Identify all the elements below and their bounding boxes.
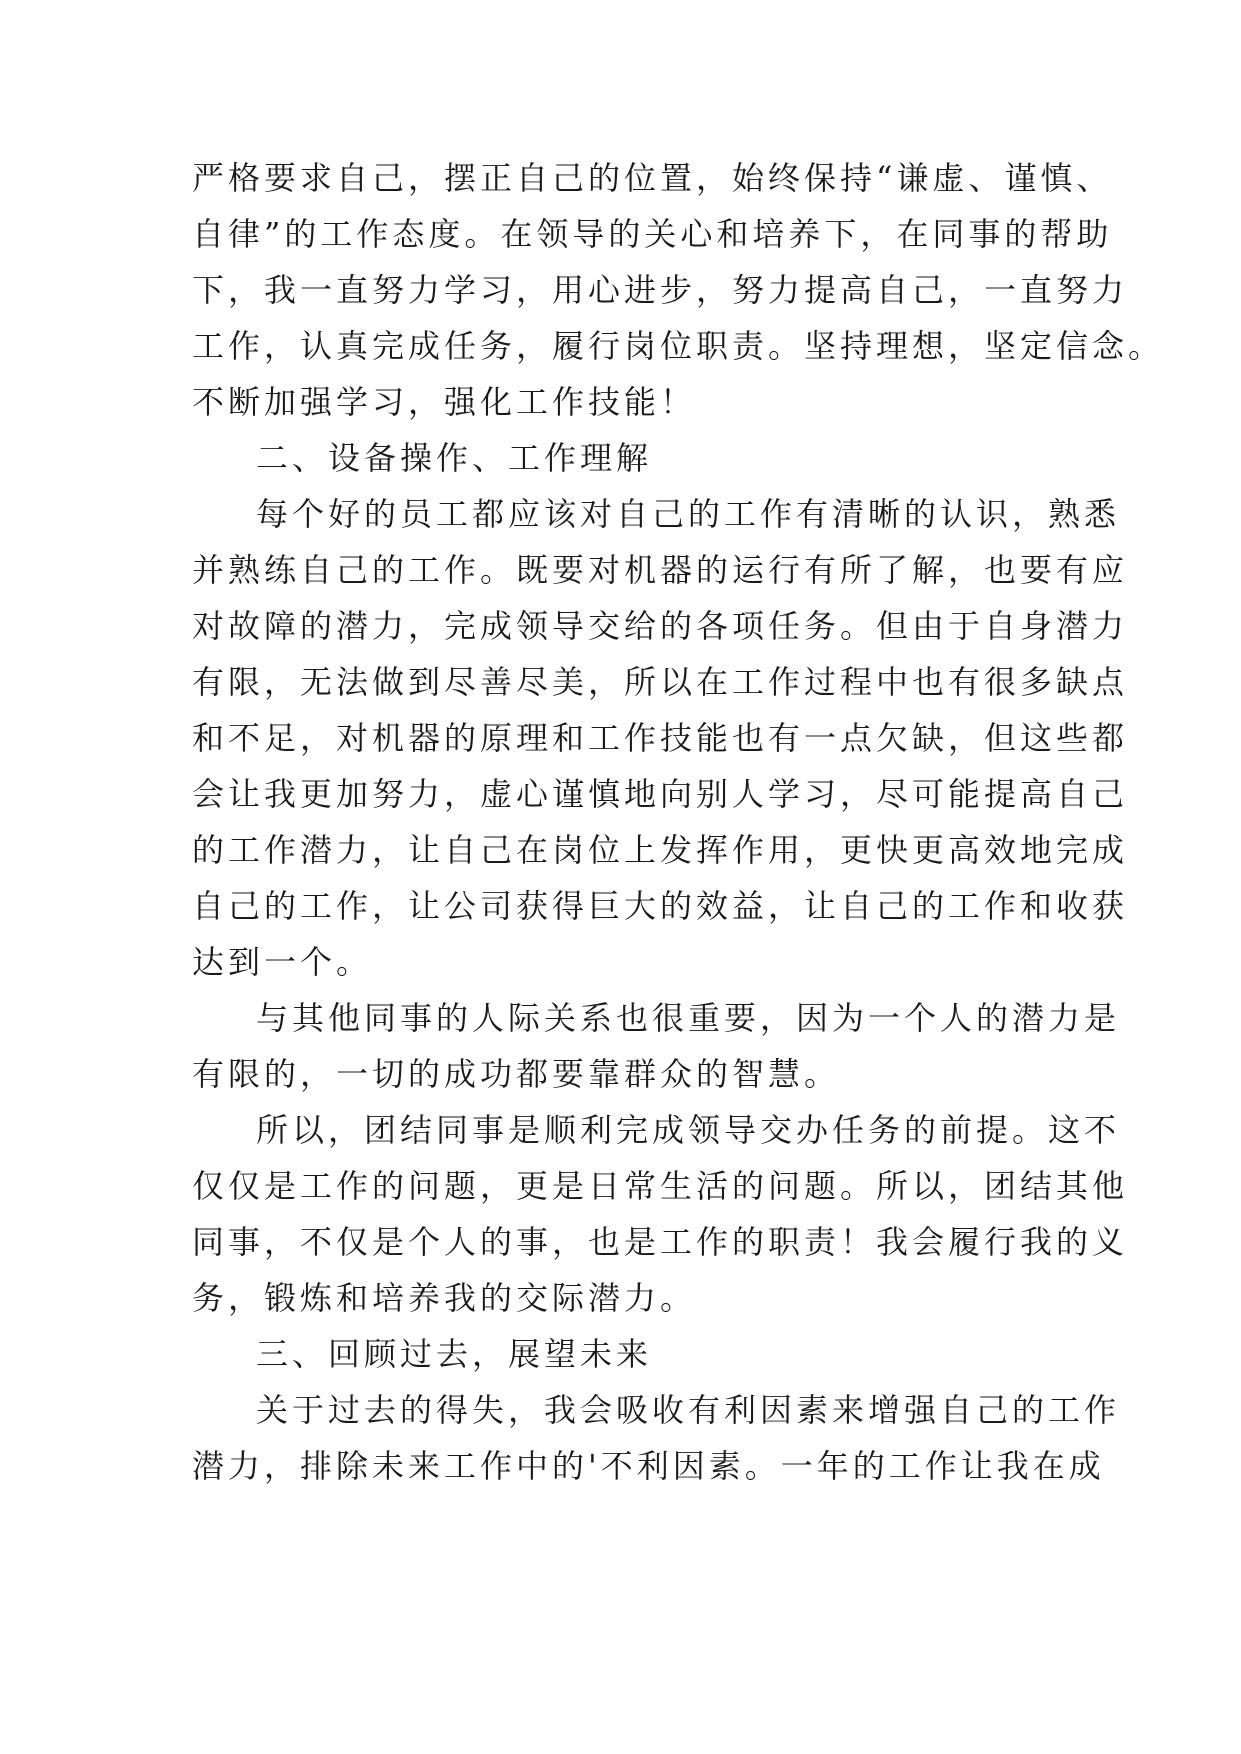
text-line: 同事，不仅是个人的事，也是工作的职责！我会履行我的义	[192, 1223, 1129, 1261]
text-line: 对故障的潜力，完成领导交给的各项任务。但由于自身潜力	[192, 607, 1129, 645]
text-line: 的工作潜力，让自己在岗位上发挥作用，更快更高效地完成	[192, 831, 1129, 869]
section-heading: 二、设备操作、工作理解	[256, 439, 653, 477]
text-line: 严格要求自己，摆正自己的位置，始终保持“谦虚、谨慎、	[192, 159, 1113, 197]
text-line: 自律”的工作态度。在领导的关心和培养下，在同事的帮助	[192, 215, 1113, 253]
text-line: 与其他同事的人际关系也很重要，因为一个人的潜力是	[256, 999, 1121, 1037]
text-line: 自己的工作，让公司获得巨大的效益，让自己的工作和收获	[192, 887, 1129, 925]
text-line: 工作，认真完成任务，履行岗位职责。坚持理想，坚定信念。	[192, 327, 1165, 365]
text-line: 关于过去的得失，我会吸收有利因素来增强自己的工作	[256, 1391, 1121, 1429]
text-line: 所以，团结同事是顺利完成领导交办任务的前提。这不	[256, 1111, 1121, 1149]
text-line: 有限，无法做到尽善尽美，所以在工作过程中也有很多缺点	[192, 663, 1129, 701]
text-line: 有限的，一切的成功都要靠群众的智慧。	[192, 1055, 841, 1093]
text-line: 下，我一直努力学习，用心进步，努力提高自己，一直努力	[192, 271, 1129, 309]
section-heading: 三、回顾过去，展望未来	[256, 1335, 653, 1373]
text-line: 并熟练自己的工作。既要对机器的运行有所了解，也要有应	[192, 551, 1129, 589]
text-line: 会让我更加努力，虚心谨慎地向别人学习，尽可能提高自己	[192, 775, 1129, 813]
text-line: 务，锻炼和培养我的交际潜力。	[192, 1279, 697, 1317]
text-line: 仅仅是工作的问题，更是日常生活的问题。所以，团结其他	[192, 1167, 1129, 1205]
text-line: 潜力，排除未来工作中的'不利因素。一年的工作让我在成	[192, 1447, 1105, 1485]
text-line: 达到一个。	[192, 943, 373, 981]
text-line: 不断加强学习，强化工作技能！	[192, 383, 697, 421]
text-line: 每个好的员工都应该对自己的工作有清晰的认识，熟悉	[256, 495, 1121, 533]
text-line: 和不足，对机器的原理和工作技能也有一点欠缺，但这些都	[192, 719, 1129, 757]
